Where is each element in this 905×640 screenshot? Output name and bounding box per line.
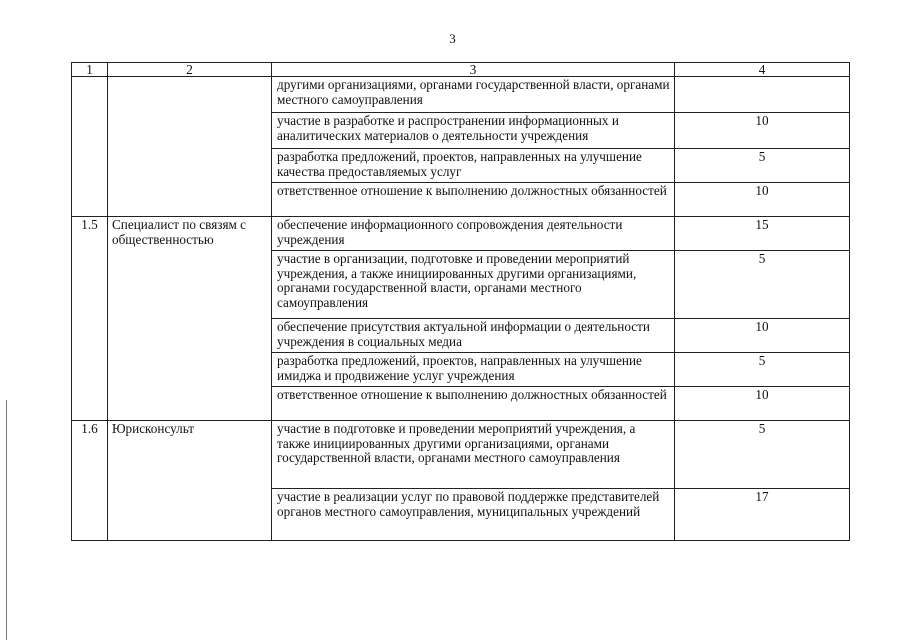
points-cell: 15	[675, 217, 850, 251]
table-row	[72, 77, 850, 113]
criterion-text: участие в разработке и распространении информационных и аналитических материалов о деятельности учреждения	[272, 113, 675, 149]
page-number: 3	[449, 31, 456, 46]
row-number-cell: 1.5	[72, 217, 108, 421]
points-cell: 10	[675, 113, 850, 149]
criteria-table	[71, 62, 850, 541]
position-cell: Специалист по связям с общественностью	[108, 217, 272, 421]
points-cell: 10	[675, 183, 850, 217]
scan-edge-line	[6, 400, 7, 640]
position-cell	[108, 77, 272, 217]
points-cell: 5	[675, 421, 850, 489]
criterion-text: разработка предложений, проектов, направленных на улучшение имиджа и продвижение услуг учреждения	[272, 353, 675, 387]
points-cell: 5	[675, 251, 850, 319]
table-row	[72, 217, 850, 251]
criterion-text: участие в организации, подготовке и проведении мероприятий учреждения, а также инициированных другими организациями, органами государственной власти, органами местного самоуправления	[272, 251, 675, 319]
criterion-text: обеспечение информационного сопровождения деятельности учреждения	[272, 217, 675, 251]
points-cell: 17	[675, 489, 850, 541]
points-cell: 5	[675, 353, 850, 387]
points-cell: 10	[675, 387, 850, 421]
criterion-text: другими организациями, органами государственной власти, органами местного самоуправления	[272, 77, 675, 113]
position-cell: Юрисконсульт	[108, 421, 272, 541]
row-number-cell: 1.6	[72, 421, 108, 541]
points-cell: 10	[675, 319, 850, 353]
table-row	[72, 421, 850, 489]
criterion-text: разработка предложений, проектов, направленных на улучшение качества предоставляемых услуг	[272, 149, 675, 183]
header-col-2: 2	[108, 63, 272, 77]
criterion-text: ответственное отношение к выполнению должностных обязанностей	[272, 183, 675, 217]
criterion-text: участие в подготовке и проведении мероприятий учреждения, а также инициированных другими организациями, органами государственной власти, органами местного самоуправления	[272, 421, 675, 489]
points-cell	[675, 77, 850, 113]
criterion-text: ответственное отношение к выполнению должностных обязанностей	[272, 387, 675, 421]
header-col-1: 1	[72, 63, 108, 77]
criterion-text: обеспечение присутствия актуальной информации о деятельности учреждения в социальных медиа	[272, 319, 675, 353]
table-header-row	[72, 63, 850, 77]
header-col-4: 4	[675, 63, 850, 77]
points-cell: 5	[675, 149, 850, 183]
row-number-cell	[72, 77, 108, 217]
criterion-text: участие в реализации услуг по правовой поддержке представителей органов местного самоуправления, муниципальных учреждений	[272, 489, 675, 541]
header-col-3: 3	[272, 63, 675, 77]
